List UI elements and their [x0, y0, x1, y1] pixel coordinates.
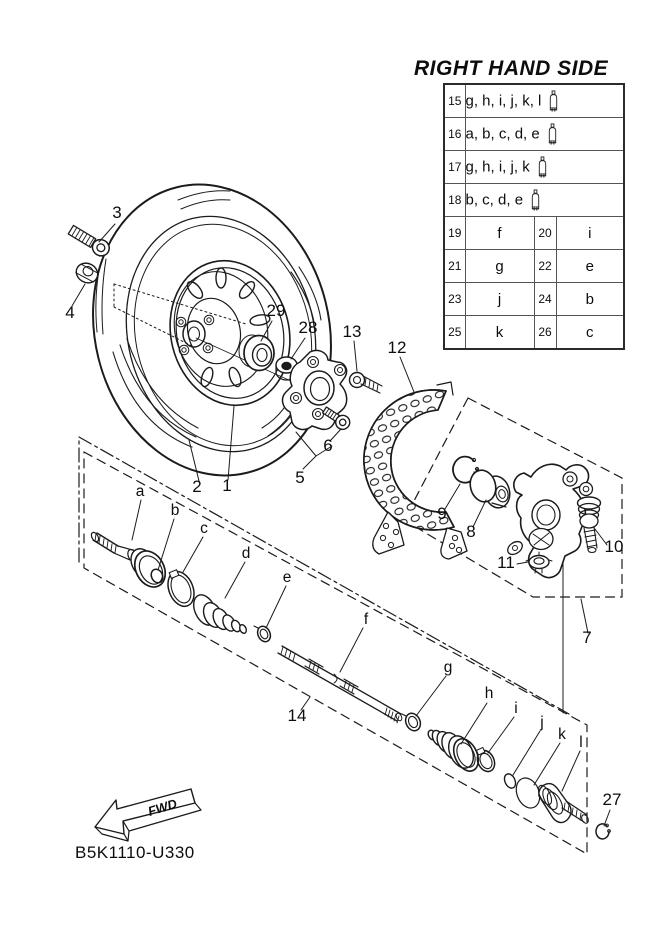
row-number: 15 [444, 84, 465, 118]
row-number: 20 [534, 217, 556, 250]
callout-d: d [241, 545, 251, 562]
row-number: 24 [534, 283, 556, 316]
table-row [444, 316, 624, 350]
page-title: RIGHT HAND SIDE [414, 57, 609, 80]
row-letters [465, 184, 624, 217]
callout-j: j [540, 714, 544, 731]
callout-e: e [282, 569, 292, 586]
row-number: 23 [444, 283, 465, 316]
row-letter: c [556, 316, 624, 350]
row-number: 26 [534, 316, 556, 350]
callout-14: 14 [287, 706, 307, 725]
row-letter: j [465, 283, 534, 316]
callout-28: 28 [298, 318, 318, 337]
drawing-code: B5K1110-U330 [75, 843, 195, 862]
fwd-arrow [95, 789, 201, 841]
callout-4: 4 [65, 303, 75, 322]
disc-guard-bolt [350, 373, 383, 394]
table-row [444, 283, 624, 316]
table-row [444, 217, 624, 250]
row-letter: k [465, 316, 534, 350]
callout-7: 7 [582, 628, 592, 647]
row-number: 25 [444, 316, 465, 350]
row-letter: b [556, 283, 624, 316]
callout-a: a [135, 483, 145, 500]
letters-text: g, h, i, j, k, l [465, 91, 542, 109]
wheel-stud [67, 223, 113, 259]
row-number: 21 [444, 250, 465, 283]
table-row [444, 250, 624, 283]
callout-8: 8 [466, 522, 476, 541]
row-number: 17 [444, 151, 465, 184]
parts-reference-table [443, 83, 625, 350]
grease-tube-icon [548, 90, 559, 113]
brake-disc-guard [364, 382, 467, 559]
table-row [444, 84, 624, 118]
callout-1: 1 [222, 476, 232, 495]
callout-k: k [558, 726, 566, 743]
boot-band-small-g [402, 711, 423, 733]
row-number: 19 [444, 217, 465, 250]
callout-9: 9 [437, 504, 447, 523]
table-row [444, 118, 624, 151]
letters-text: a, b, c, d, e [465, 124, 540, 142]
grease-tube-icon [530, 189, 541, 212]
row-letter: i [556, 217, 624, 250]
cv-boot-outer [189, 591, 247, 634]
row-number: 16 [444, 118, 465, 151]
callout-29: 29 [266, 301, 286, 320]
callout-10: 10 [604, 537, 624, 556]
callout-l: l [579, 734, 583, 751]
boot-band-small-e [254, 624, 273, 644]
row-number: 22 [534, 250, 556, 283]
callout-f: f [363, 611, 369, 628]
grease-tube-icon [547, 123, 558, 146]
ring-clip-j [502, 772, 517, 790]
callout-2: 2 [192, 477, 202, 496]
callout-h: h [484, 685, 494, 702]
callout-11: 11 [497, 553, 515, 572]
circlip-27 [596, 824, 610, 839]
callout-c: c [200, 520, 208, 537]
row-letters [465, 84, 624, 118]
callout-i: i [514, 700, 518, 717]
fwd-label: FWD [146, 795, 179, 819]
table-row [444, 184, 624, 217]
letters-text: b, c, d, e [465, 190, 524, 208]
callout-b: b [170, 502, 180, 519]
callout-6: 6 [323, 436, 333, 455]
table-row [444, 151, 624, 184]
grease-tube-icon [537, 156, 548, 179]
callout-13: 13 [342, 322, 362, 341]
callout-27: 27 [602, 790, 622, 809]
callout-5: 5 [295, 468, 305, 487]
callout-12: 12 [387, 338, 407, 357]
row-letter: f [465, 217, 534, 250]
letters-text: g, h, i, j, k [465, 157, 530, 175]
wheel-bearing [467, 467, 513, 510]
row-letter: e [556, 250, 624, 283]
row-letters [465, 118, 624, 151]
callout-g: g [443, 659, 453, 676]
assembly-box-axle [79, 437, 587, 854]
row-number: 18 [444, 184, 465, 217]
boot-band-i [474, 747, 498, 774]
callout-3: 3 [112, 203, 122, 222]
row-letter: g [465, 250, 534, 283]
row-letters [465, 151, 624, 184]
